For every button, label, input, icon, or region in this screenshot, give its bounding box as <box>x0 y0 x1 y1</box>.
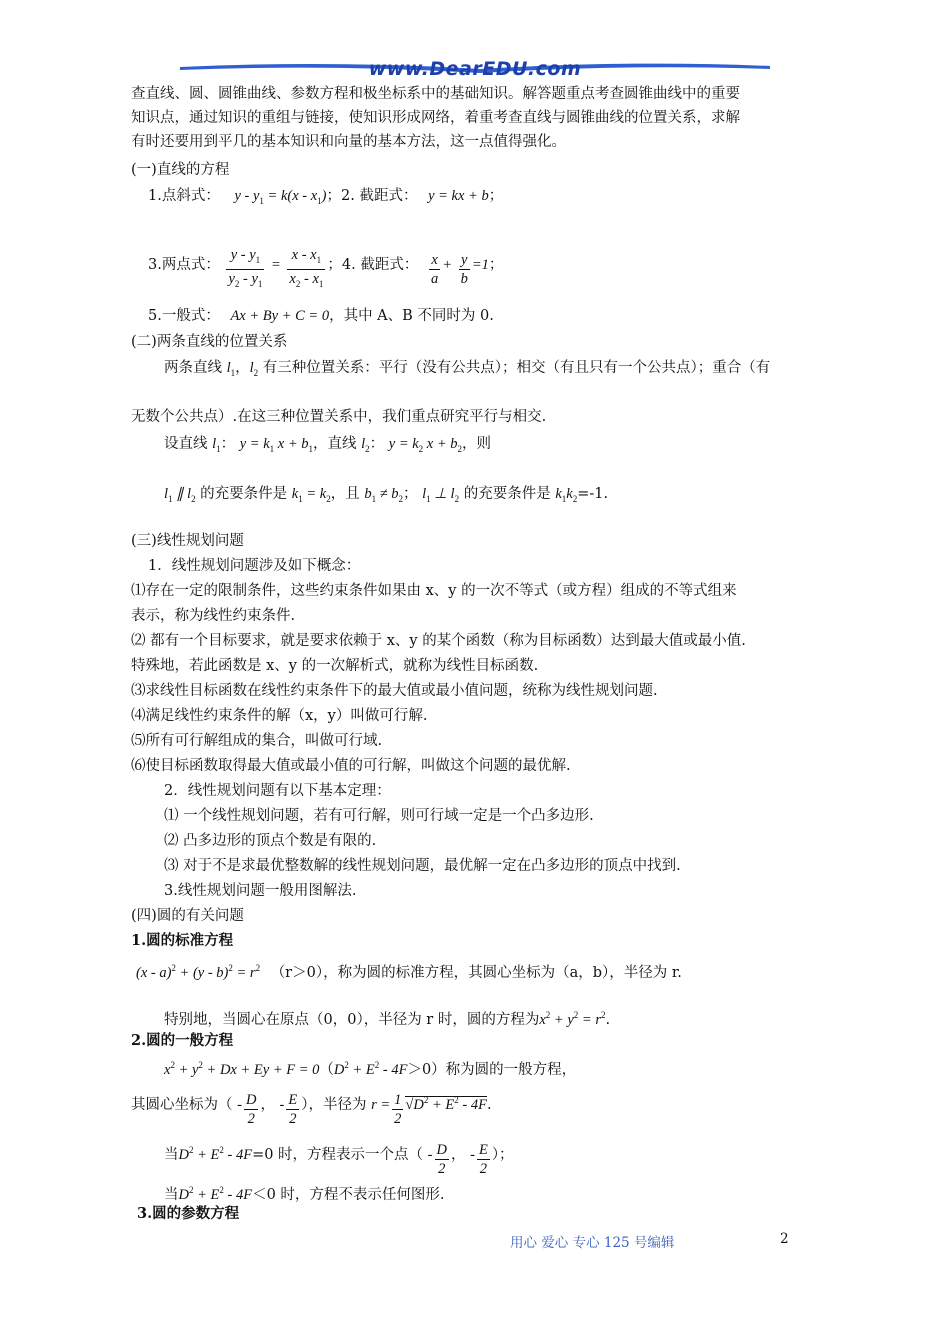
text-span: ，且 <box>330 486 360 502</box>
formula-end: ； <box>488 257 504 273</box>
circle-case-point: 当$D^2 + E^2 - 4F=0$ 时，方程表示一个点（ - $\frac{D}{2}$ ， - $\frac{E}{2}$ ）； <box>164 1142 514 1177</box>
text-span: ， <box>260 1097 275 1113</box>
text-span: 的充要条件是 <box>463 486 551 502</box>
text-span: =-1. <box>577 486 609 502</box>
text-span: 当 <box>164 1187 179 1203</box>
lp-concept-3: ⑶求线性目标函数在线性约束条件下的最大值或最小值问题，统称为线性规划问题. <box>131 683 658 699</box>
text-span: . <box>486 1097 492 1113</box>
lp-concept-6: ⑹使目标函数取得最大值或最小值的可行解，叫做这个问题的最优解. <box>131 758 571 774</box>
text-span: ，则 <box>462 436 492 452</box>
text-span: （r＞0），称为圆的标准方程，其圆心坐标为（a，b），半径为 r. <box>270 965 682 981</box>
text-span: 两条直线 <box>164 360 222 376</box>
formula-point-slope: 1.点斜式： $y - y_1 = k(x - x_1)$；2. 截距式： y = kx + b； <box>148 188 504 206</box>
text-span: 的充要条件是 <box>200 486 288 502</box>
circle-center-radius: 其圆心坐标为（ - $\frac{D}{2}$ ， - $\frac{E}{2}$ ），半径为 r = $\frac{1}{2}$ $√D^2 + E^2 - 4F$. <box>131 1092 492 1127</box>
footer-note: 用心 爱心 专心 125 号编辑 <box>510 1235 675 1251</box>
circle-general-equation: $x^2 + y^2 + Dx + Ey + F = 0(D^2 + E^2 - 4F>0)$称为圆的一般方程， <box>164 1060 577 1078</box>
text-span: 有三种位置关系：平行（没有公共点）；相交（有且只有一个公共点）；重合（有 <box>262 360 771 376</box>
lp-subtitle-3: 3.线性规划问题一般用图解法. <box>164 883 357 899</box>
formula-general: 5.一般式： Ax + By + C = 0，其中 A、B 不同时为 0. <box>148 308 494 324</box>
intro-line-1: 查直线、圆、圆锥曲线、参数方程和极坐标系中的基础知识。解答题重点考查圆锥曲线中的重要 <box>131 86 740 102</box>
section-title-circle: (四)圆的有关问题 <box>131 908 244 924</box>
section-title-linear-programming: (三)线性规划问题 <box>131 533 244 549</box>
lp-theorem-1: ⑴ 一个线性规划问题，若有可行解，则可行域一定是一个凸多边形. <box>164 808 594 824</box>
lp-concept-1a: ⑴存在一定的限制条件，这些约束条件如果由 x、y 的一次不等式（或方程）组成的不等式组来 <box>131 583 737 599</box>
paragraph-line-conditions: $l_1$ ∥ $l_2$ 的充要条件是 $k_1 = k_2$，且 $b_1 \ne b_2$； $l_1$ ⊥ $l_2$ 的充要条件是 $k_1k_2=-1$. <box>164 486 609 504</box>
formula-separator: ；2. 截距式： <box>326 188 418 204</box>
intro-line-3: 有时还要用到平几的基本知识和向量的基本方法，这一点值得强化。 <box>131 134 566 150</box>
lp-concept-1b: 表示，称为线性约束条件. <box>131 608 296 624</box>
text-span: 特别地，当圆心在原点（0，0），半径为 r 时，圆的方程为 <box>164 1012 540 1028</box>
section-title-line-equations: (一)直线的方程 <box>131 162 230 178</box>
circle-heading-parametric: 3.圆的参数方程 <box>137 1205 240 1222</box>
page-number: 2 <box>780 1231 789 1247</box>
text-span: ，直线 <box>313 436 357 452</box>
circle-special-case: 特别地，当圆心在原点（0，0），半径为 r 时，圆的方程为$x^2 + y^2 = r^2$. <box>164 1010 611 1028</box>
formula-label: 1.点斜式： <box>148 188 220 204</box>
text-span: ＜0 时，方程不表示任何图形. <box>252 1187 445 1203</box>
formula-end: ； <box>488 188 504 204</box>
circle-heading-general: 2.圆的一般方程 <box>131 1032 234 1049</box>
text-span: （ <box>319 1062 334 1078</box>
paragraph-line-relation-2: 无数个公共点）.在这三种位置关系中，我们重点研究平行与相交. <box>131 409 547 425</box>
lp-theorem-3: ⑶ 对于不是求最优整数解的线性规划问题，最优解一定在凸多边形的顶点中找到. <box>164 858 681 874</box>
lp-concept-5: ⑸所有可行解组成的集合，叫做可行域. <box>131 733 383 749</box>
formula-note: ，其中 A、B 不同时为 0. <box>329 308 494 324</box>
lp-concept-2a: ⑵ 都有一个目标要求，就是要求依赖于 x、y 的某个函数（称为目标函数）达到最大值或最小值. <box>131 633 746 649</box>
formula-label: 3.两点式： <box>148 257 220 273</box>
text-span: ），半径为 <box>301 1097 367 1113</box>
text-span: 其圆心坐标为（ <box>131 1097 233 1113</box>
text-span: . <box>605 1012 611 1028</box>
circle-case-none: 当$D^2 + E^2 - 4F<0$ 时，方程不表示任何图形. <box>164 1185 445 1203</box>
logo-text: www.DearEDU.com <box>368 58 582 80</box>
text-span: 当 <box>164 1147 179 1163</box>
circle-heading-standard: 1.圆的标准方程 <box>131 932 234 949</box>
lp-subtitle-2: 2．线性规划问题有以下基本定理： <box>164 783 391 799</box>
text-span: ； <box>403 486 418 502</box>
lp-theorem-2: ⑵ 凸多边形的顶点个数是有限的. <box>164 833 377 849</box>
text-span: ， <box>451 1147 466 1163</box>
site-logo <box>180 58 770 84</box>
lp-concept-4: ⑷满足线性约束条件的解（x，y）叫做可行解. <box>131 708 428 724</box>
lp-subtitle-1: 1．线性规划问题涉及如下概念： <box>148 558 361 574</box>
text-span: 设直线 <box>164 436 208 452</box>
lp-concept-2b: 特殊地，若此函数是 x、y 的一次解析式，就称为线性目标函数. <box>131 658 539 674</box>
text-span: =0 时，方程表示一个点（ <box>252 1147 424 1163</box>
formula-separator: ；4. 截距式： <box>327 257 419 273</box>
text-span: ＞0）称为圆的一般方程， <box>407 1062 577 1078</box>
formula-two-point: 3.两点式： $\frac{y - y_1}{y_2 - y_1}$ = $\frac{x - x_1}{x_2 - x_1}$ ；4. 截距式： $\frac{x}{a}$ + $\frac{y}{b}$ =1； <box>148 247 504 289</box>
formula-label: 5.一般式： <box>148 308 220 324</box>
intro-line-2: 知识点，通过知识的重组与链接，使知识形成网络，着重考查直线与圆锥曲线的位置关系，求解 <box>131 110 740 126</box>
paragraph-line-defs: 设直线 $l_1$： $y = k_1$ $x + b_1$，直线 $l_2$： $y = k_2$ $x + b_2$，则 <box>164 436 492 454</box>
text-span: ）； <box>491 1147 514 1163</box>
section-title-two-lines: (二)两条直线的位置关系 <box>131 334 288 350</box>
circle-standard-equation: $(x - a)^2 + (y - b)^2 = r^2$ （r＞0），称为圆的标准方程，其圆心坐标为（a，b），半径为 r. <box>136 963 682 981</box>
paragraph-line-relation: 两条直线 $l_1$，$l_2$ 有三种位置关系：平行（没有公共点）；相交（有且只有一个公共点）；重合（有 <box>164 360 771 378</box>
